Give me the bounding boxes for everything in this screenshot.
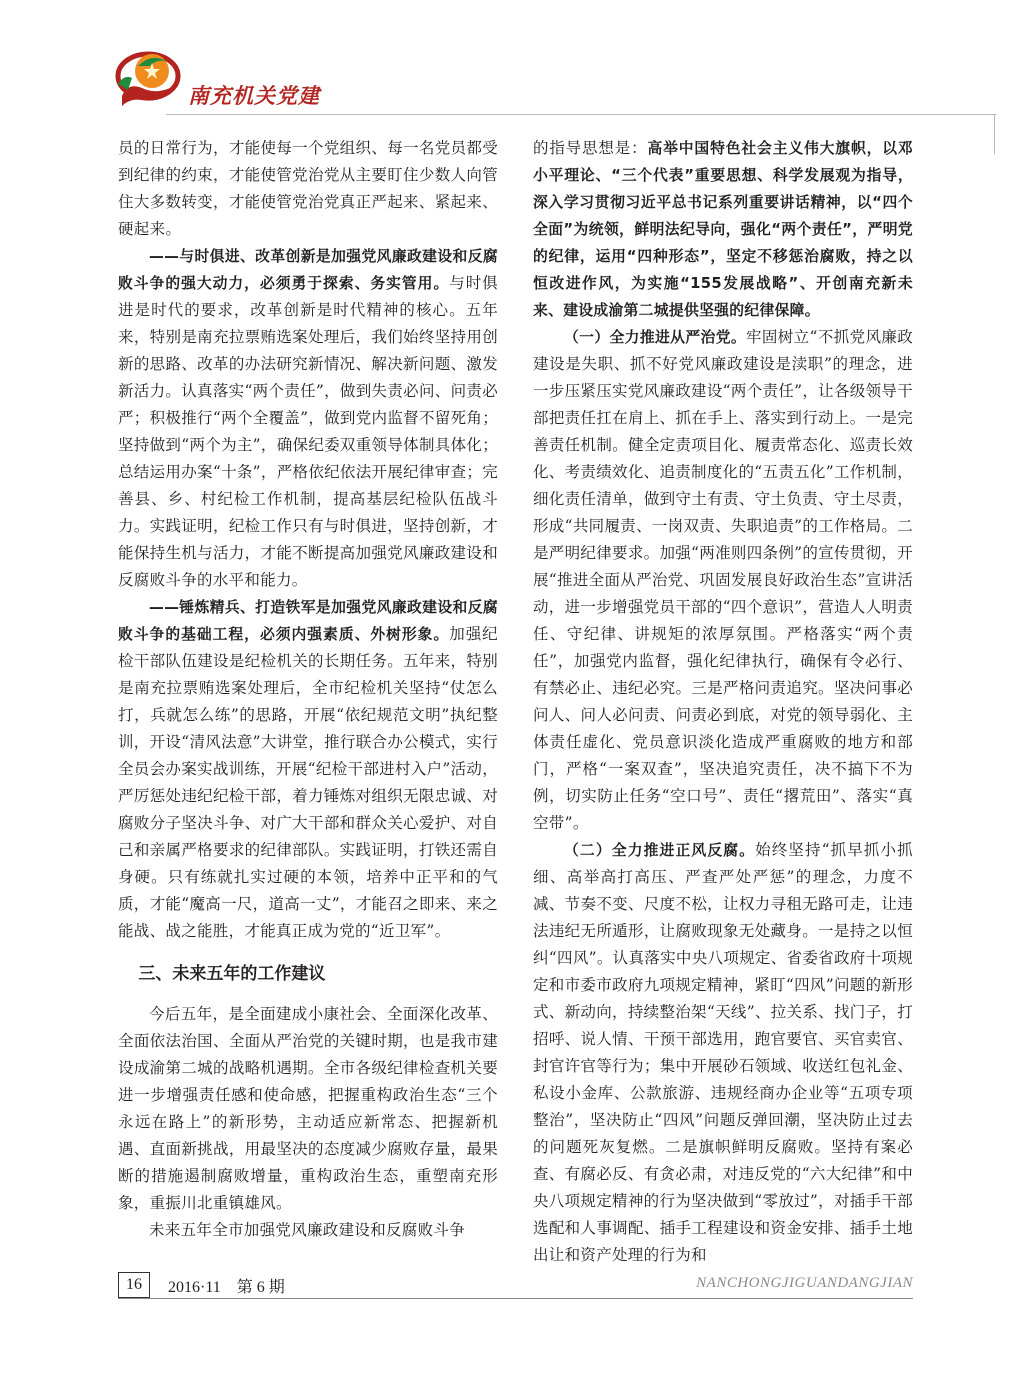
paragraph bbox=[118, 594, 498, 945]
paragraph: 今后五年，是全面建成小康社会、全面深化改革、全面依法治国、全面从严治党的关键时期，也是我市建设成渝第二城的战略机遇期。全市各级纪律检查机关要进一步增强责任感和使命感，把握重构政治生态“三个永远在路上”的新形势，主动适应新常态、把握新机遇、直面新挑战，用最坚决的态度减少腐败存量，最果断的措施遏制腐败增量，重构政治生态，重塑南充形象，重振川北重镇雄风。 bbox=[118, 1005, 498, 1212]
left-column bbox=[118, 135, 498, 1244]
paragraph bbox=[533, 135, 913, 324]
paragraph-lead: （一）全力推进从严治党。 bbox=[564, 329, 747, 346]
paragraph: 未来五年全市加强党风廉政建设和反腐败斗争 bbox=[149, 1221, 466, 1239]
issue-label: 2016·11 第 6 期 bbox=[168, 1279, 285, 1296]
paragraph bbox=[118, 243, 498, 594]
paragraph-body: 的指导思想是： bbox=[533, 139, 648, 157]
paragraph-body: 与时俱进是时代的要求，改革创新是时代精神的核心。五年来，特别是南充拉票贿选案处理后，我们始终坚持用创新的思路、改革的办法研究新情况、解决新问题、激发新活力。认真落实“两个责任”，做到失责必问、问责必严；积极推行“两个全覆盖”，做到党内监督不留死角；坚持做到“两个为主”，确保纪委双重领导体制具体化；总结运用办案“十条”，严格依纪依法开展纪律审查；完善县、乡、村纪检工作机制，提高基层纪检队伍战斗力。实践证明，纪检工作只有与时俱进，坚持创新，才能保持生机与活力，才能不断提高加强党风廉政建设和反腐败斗争的水平和能力。 bbox=[118, 274, 498, 589]
paragraph-lead: （二）全力推进正风反腐。 bbox=[564, 842, 756, 859]
logo-icon bbox=[108, 44, 188, 114]
paragraph bbox=[533, 324, 913, 837]
paragraph-lead: ——锤炼精兵、打造铁军是加强党风廉政建设和反腐败斗争的基础工程，必须内强素质、外树形象。 bbox=[118, 599, 498, 643]
paragraph-body: 始终坚持“抓早抓小抓细、高举高打高压、严查严处严惩”的理念，力度不减、节奏不变、尺度不松，让权力寻租无路可走，让违法违纪无所遁形，让腐败现象无处藏身。一是持之以恒纠“四风”。认真落实中央八项规定、省委省政府十项规定和市委市政府九项规定精神，紧盯“四风”问题的新形式、新动向，持续整治架“天线”、拉关系、找门子，打招呼、说人情、干预干部选用，跑官要官、买官卖官、封官许官等行为；集中开展砂石领域、收送红包礼金、私设小金库、公款旅游、违规经商办企业等“五项专项整治”，坚决防止“四风”问题反弹回潮，坚决防止过去的问题死灰复燃。二是旗帜鲜明反腐败。坚持有案必查、有腐必反、有贪必肃，对违反党的“六大纪律”和中央八项规定精神的行为坚决做到“零放过”，对插手干部选配和人事调配、插手工程建设和资金安排、插手土地出让和资产处理的行为和 bbox=[533, 841, 913, 1264]
paragraph bbox=[533, 837, 913, 1269]
paragraph-body: 加强纪检干部队伍建设是纪检机关的长期任务。五年来，特别是南充拉票贿选案处理后，全市纪检机关坚持“仗怎么打，兵就怎么练”的思路，开展“依纪规范文明”执纪整训，开设“清风法意”大讲堂，推行联合办公模式，实行全员会办案实战训练，开展“纪检干部进村入户”活动，严厉惩处违纪纪检干部，着力锤炼对组织无限忠诚、对腐败分子坚决斗争、对广大干部和群众关心爱护、对自己和亲属严格要求的纪律部队。实践证明，打铁还需自身硬。只有练就扎实过硬的本领，培养中正平和的气质，才能“魔高一尺，道高一丈”，才能召之即来、来之能战、战之能胜，才能真正成为党的“近卫军”。 bbox=[118, 625, 498, 940]
page-footer bbox=[118, 1272, 913, 1302]
header-rule bbox=[166, 114, 996, 115]
page-header bbox=[108, 44, 908, 124]
paragraph-body: 牢固树立“不抓党风廉政建设是失职、抓不好党风廉政建设是渎职”的理念，进一步压紧压实党风廉政建设“两个责任”，让各级领导干部把责任扛在肩上、抓在手上、落实到行动上。一是完善责任机制。健全定责项目化、履责常态化、巡责长效化、考责绩效化、追责制度化的“五责五化”工作机制，细化责任清单，做到守土有责、守土负责、守土尽责，形成“共同履责、一岗双责、失职追责”的工作格局。二是严明纪律要求。加强“两准则四条例”的宣传贯彻，开展“推进全面从严治党、巩固发展良好政治生态”宣讲活动，进一步增强党员干部的“四个意识”，营造人人明责任、守纪律、讲规矩的浓厚氛围。严格落实“两个责任”，加强党内监督，强化纪律执行，确保有令必行、有禁必止、违纪必究。三是严格问责追究。坚决问事必问人、问人必问责、问责必到底，对党的领导弱化、主体责任虚化、党员意识淡化造成严重腐败的地方和部门，严格“一案双查”，坚决追究责任，决不搞下不为例，切实防止任务“空口号”、责任“撂荒田”、落实“真空带”。 bbox=[533, 328, 913, 832]
right-column bbox=[533, 135, 913, 1269]
brand-title: 南充机关党建 bbox=[188, 84, 320, 108]
paragraph: 员的日常行为，才能使每一个党组织、每一名党员都受到纪律的约束，才能使管党治党从主要盯住少数人向管住大多数转变，才能使管党治党真正严起来、紧起来、硬起来。 bbox=[118, 139, 498, 238]
header-corner-rule bbox=[994, 114, 995, 154]
footer-rule bbox=[118, 1298, 913, 1299]
page-number: 16 bbox=[118, 1272, 150, 1298]
section-heading: 三、未来五年的工作建议 bbox=[138, 964, 326, 984]
footer-brand: NANCHONGJIGUANDANGJIAN bbox=[696, 1275, 913, 1291]
paragraph-lead: 高举中国特色社会主义伟大旗帜，以邓小平理论、“三个代表”重要思想、科学发展观为指导，深入学习贯彻习近平总书记系列重要讲话精神，以“四个全面”为统领，鲜明法纪导向，强化“两个责任”，严明党的纪律，运用“四种形态”，坚定不移惩治腐败，持之以恒改进作风，为实施“155发展战略”、开创南充新未来、建设成渝第二城提供坚强的纪律保障。 bbox=[533, 140, 913, 319]
paragraph-lead: ——与时俱进、改革创新是加强党风廉政建设和反腐败斗争的强大动力，必须勇于探索、务实管用。 bbox=[118, 248, 498, 292]
